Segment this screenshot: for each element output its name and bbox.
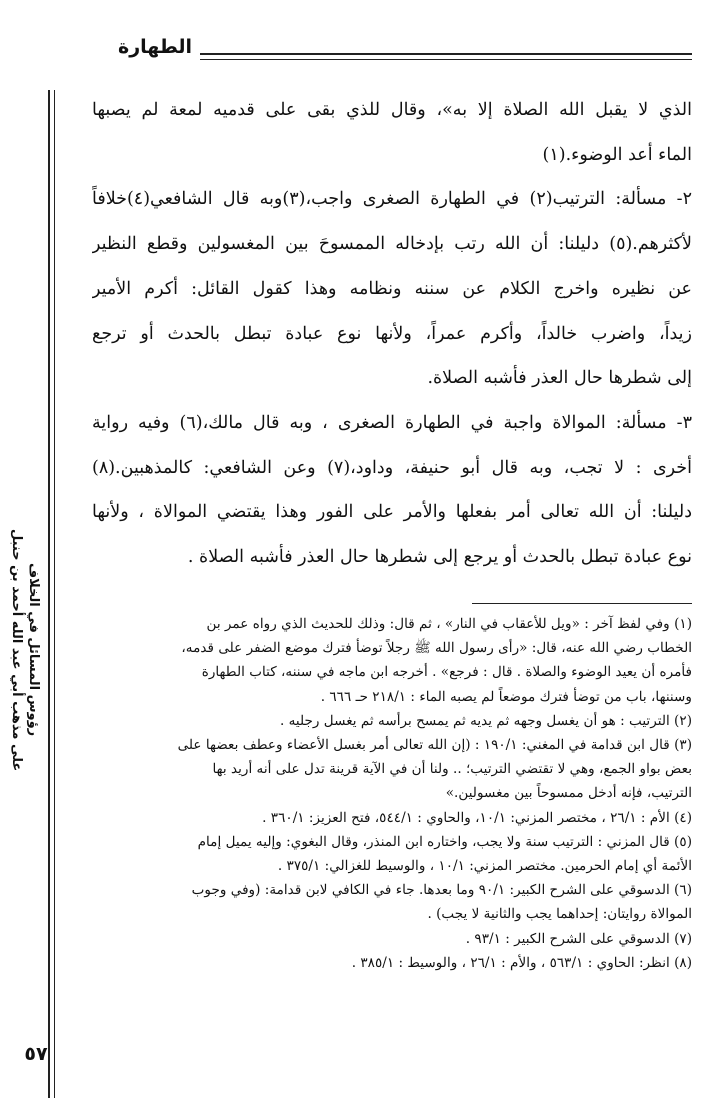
footnote-line: بعض بواو الجمع، وهي لا تقتضي الترتيب؛ .. ولنا أن في الآية قرينة تدل على أنه أريد بها xyxy=(212,761,692,778)
footnote-line: الموالاة روايتان: إحداهما يجب والثانية لا يجب) . xyxy=(427,906,692,923)
footnote-line: وسننها، باب من توضأ فترك موضعاً لم يصبه الماء : ٢١٨/١ حـ ٦٦٦ . xyxy=(320,688,692,705)
footnote-line: (٤) الأم : ٢٦/١ ، مختصر المزني: ١٠/١، والحاوي : ٥٤٤/١، فتح العزيز: ٣٦٠/١ . xyxy=(262,809,692,826)
body-line: زيداً، واضرب خالداً، وأكرم عمراً، ولأنها نوع عبادة تبطل بالحدث أو ترجع xyxy=(92,323,692,344)
main-text xyxy=(92,88,692,580)
footnotes xyxy=(92,612,692,975)
body-line: نوع عبادة تبطل بالحدث أو يرجع إلى شطرها حال العذر فأشبه الصلاة . xyxy=(187,547,692,568)
side-book-title xyxy=(8,440,42,860)
footnote-line: (٣) قال ابن قدامة في المغني: ١٩٠/١ : (إن الله تعالى أمر بغسل الأعضاء وعطف بعضها على xyxy=(177,737,692,754)
footnote-line: (٨) انظر: الحاوي : ٥٦٣/١ ، والأم : ٢٦/١ ، والوسيط : ٣٨٥/١ . xyxy=(351,954,692,971)
body-line: الماء أعد الوضوء.(١) xyxy=(542,144,692,165)
footnote-line: الخطاب رضي الله عنه، قال: «رأى رسول الله ﷺ رجلاً توضأ فترك موضع الضفر على قدمه، xyxy=(181,640,692,657)
body-line: إلى شطرها حال العذر فأشبه الصلاة. xyxy=(427,368,692,389)
footnote-line: (٢) الترتيب : هو أن يغسل وجهه ثم يديه ثم يمسح برأسه ثم يغسل رجليه . xyxy=(279,712,692,729)
issue-3-line: ٣- مسألة: الموالاة واجبة في الطهارة الصغرى ، وبه قال مالك،(٦) وفيه رواية xyxy=(92,412,692,433)
body-line: لأكثرهم.(٥) دليلنا: أن الله رتب بإدخاله الممسوحَ بين المغسولين وقطع النظير xyxy=(92,234,692,255)
footnote-line: (١) وفي لفظ آخر : «ويل للأعقاب في النار» ، ثم قال: وذلك للحديث الذي رواه عمر بن xyxy=(206,616,692,632)
body-line: الذي لا يقبل الله الصلاة إلا به»، وقال للذي بقى على قدميه لمعة لم يصبها xyxy=(92,100,692,120)
body-line: عن نظيره واخرج الكلام عن سننه ونظامه وهذا كقول القائل: أكرم الأمير xyxy=(92,278,692,299)
issue-2-line: ٢- مسألة: الترتيب(٢) في الطهارة الصغرى واجب،(٣)وبه قال الشافعي(٤)خلافاً xyxy=(92,189,692,210)
header-rule xyxy=(200,53,692,60)
footnote-line: الأئمة أي إمام الحرمين. مختصر المزني: ١٠/١ ، والوسيط للغزالي: ٣٧٥/١ . xyxy=(277,858,692,875)
body-line: دليلنا: أن الله تعالى أمر بفعلها والأمر على الفور وهذا يقتضي الموالاة ، ولأنها xyxy=(92,502,692,523)
side-rule xyxy=(48,90,55,1098)
footnote-line: (٧) الدسوقي على الشرح الكبير : ٩٣/١ . xyxy=(465,930,692,947)
footnote-line: فأمره أن يعيد الوضوء والصلاة . قال : فرجع» . أخرجه ابن ماجه في سننه، كتاب الطهارة xyxy=(201,664,692,681)
body-line: أخرى : لا تجب، وبه قال أبو حنيفة، وداود،(٧) وعن الشافعي: كالمذهبين.(٨) xyxy=(92,457,692,478)
footnote-line: (٦) الدسوقي على الشرح الكبير: ٩٠/١ وما بعدها. جاء في الكافي لابن قدامة: (وفي وجوب xyxy=(191,882,692,899)
page-number: ٥٧ xyxy=(24,1043,48,1065)
footnote-rule xyxy=(472,603,692,604)
side-title-line-2: على مذهب أبي عبد الله أحمد بن حنبل xyxy=(9,528,24,772)
side-title-line-1: رؤوس المسائل في الخلاف xyxy=(26,563,41,737)
page-header-title xyxy=(118,30,192,64)
header-title-text: الطهارة xyxy=(118,36,192,58)
footnote-line: (٥) قال المزني : الترتيب سنة ولا يجب، واختاره ابن المنذر، وقال البغوي: وإليه يميل إمام xyxy=(197,833,692,850)
footnote-line: الترتيب، فإنه أدخل ممسوحاً بين مغسولين.» xyxy=(445,785,692,802)
